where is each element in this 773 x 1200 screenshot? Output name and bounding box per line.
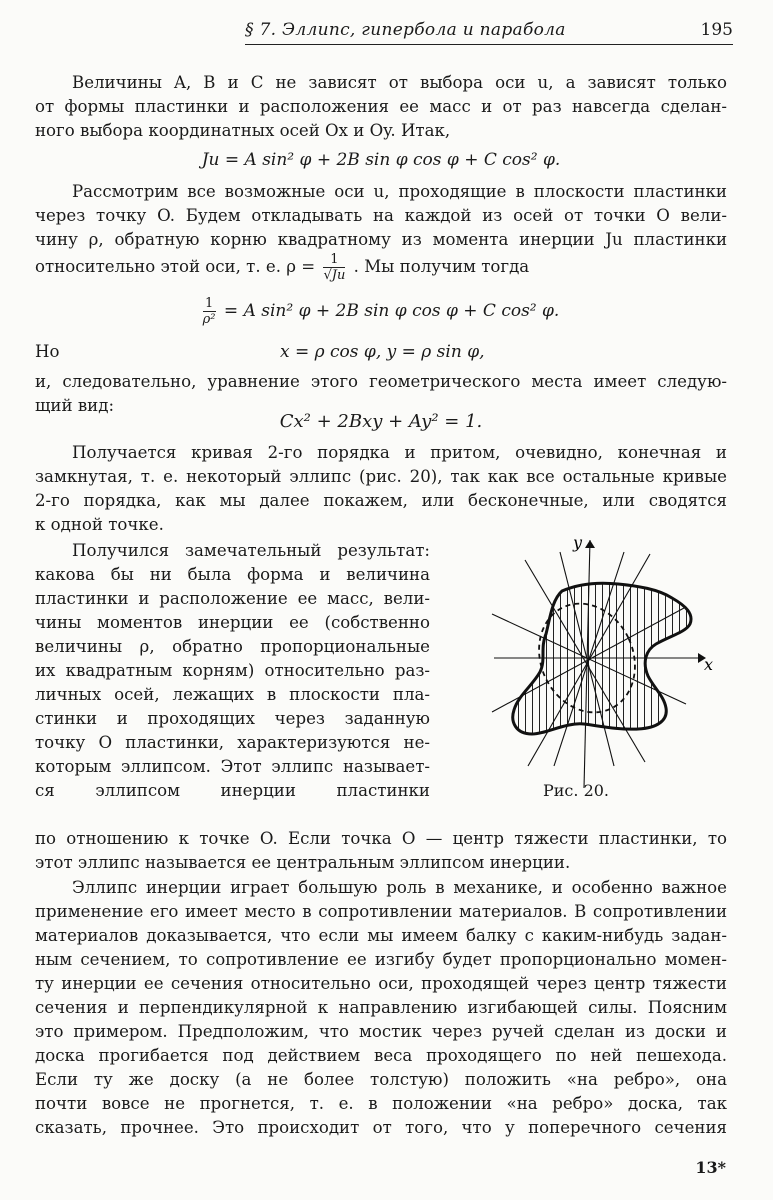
paragraph-6: [35, 876, 727, 1140]
page-number: 195: [700, 20, 733, 40]
text-line: применение его имеет место в сопротивлении материалов. В сопротивлении: [35, 902, 727, 921]
text-line: щий вид:: [35, 396, 115, 415]
text-line: Рассмотрим все возможные оси u, проходящие в плоскости пластинки: [72, 182, 727, 201]
text-line: чину ρ, обратную корню квадратному из момента инерции Ju пластинки: [35, 230, 727, 249]
rho-fraction: [323, 252, 345, 283]
text-line: ного выбора координатных осей Ox и Oy. Итак,: [35, 121, 451, 140]
paragraph-5: [35, 539, 430, 803]
paragraph-4: [35, 441, 727, 537]
equation-3: x = ρ cos φ, y = ρ sin φ,: [280, 342, 485, 362]
text-line: 2-го порядка, как мы далее покажем, или бесконечные, или сводятся: [35, 491, 727, 510]
paragraph-5-continued: [35, 827, 727, 875]
text-line: ту инерции ее сечения относительно оси, проходящей через центр тяжести: [35, 974, 727, 993]
x-axis-label: x: [704, 655, 714, 674]
text-line: их квадратным корням) относительно раз-: [35, 661, 430, 680]
text-line: ным сечением, то сопротивление ее изгибу будет пропорционально момен-: [35, 950, 727, 969]
text-line: доска прогибается под действием веса проходящего по ней пешехода.: [35, 1046, 727, 1065]
fraction-denominator: √Ju: [323, 268, 346, 283]
text-line: от формы пластинки и расположения ее масс и от раз навсегда сделан-: [35, 97, 727, 116]
text-line: Получается кривая 2-го порядка и притом, очевидно, конечная и: [72, 443, 727, 462]
equation-2-fraction: [203, 296, 216, 327]
text-line: через точку O. Будем откладывать на каждой из осей от точки O вели-: [35, 206, 727, 225]
y-arrow-icon: [585, 540, 595, 548]
text-fragment: относительно этой оси, т. е. ρ =: [35, 257, 316, 276]
text-line: величины ρ, обратно пропорциональные: [35, 637, 430, 656]
running-header: [245, 18, 733, 45]
paragraph-2: [35, 180, 727, 252]
y-axis-label: y: [573, 533, 583, 552]
text-line: к одной точке.: [35, 515, 164, 534]
text-line: точку O пластинки, характеризуются не-: [35, 733, 430, 752]
text-line: пластинки и расположение ее масс, вели-: [35, 589, 430, 608]
text-line: которым эллипсом. Этот эллипс называет-: [35, 757, 430, 776]
text-line: замкнутая, т. е. некоторый эллипс (рис. 20), так как все остальные кривые: [35, 467, 727, 486]
text-line: Если ту же доску (а не более толстую) положить «на ребро», она: [35, 1070, 727, 1089]
header-title: § 7. Эллипс, гипербола и парабола: [245, 20, 566, 40]
fraction-numerator: 1: [323, 252, 345, 268]
fraction-denominator: ρ²: [202, 312, 216, 327]
text-line: и, следовательно, уравнение этого геометрического места имеет следую-: [35, 372, 727, 391]
paragraph-2-last-line: [35, 252, 727, 288]
text-line: какова бы ни была форма и величина: [35, 565, 430, 584]
equation-2-rest: = A sin² φ + 2B sin φ cos φ + C cos² φ.: [223, 301, 560, 321]
text-line: этот эллипс называется ее центральным эллипсом инерции.: [35, 853, 571, 872]
text-line: это примером. Предположим, что мостик через ручей сделан из доски и: [35, 1022, 727, 1041]
figure-20: [480, 526, 720, 808]
text-line: Получился замечательный результат:: [72, 541, 430, 560]
figure-caption: Рис. 20.: [543, 781, 610, 800]
text-line: чины моментов инерции ее (собственно: [35, 613, 430, 632]
text-line: материалов доказывается, что если мы имеем балку с каким-нибудь задан-: [35, 926, 727, 945]
text-line: личных осей, лежащих в плоскости пла-: [35, 685, 430, 704]
text-line: стинки и проходящих через заданную: [35, 709, 430, 728]
signature-mark: 13*: [695, 1158, 726, 1177]
text-line: по отношению к точке O. Если точка O — центр тяжести пластинки, то: [35, 829, 727, 848]
text-line: сечения и перпендикулярной к направлению изгибающей силы. Поясним: [35, 998, 727, 1017]
equation-2: [35, 296, 727, 334]
paragraph-1: [35, 71, 727, 143]
text-line: Эллипс инерции играет большую роль в механике, и особенно важное: [72, 878, 727, 897]
text-line: сказать, прочнее. Это происходит от того, что у поперечного сечения: [35, 1118, 727, 1137]
lead-word: Но: [35, 342, 60, 361]
equation-3-line: [35, 340, 727, 364]
text-line: почти вовсе не прогнется, т. е. в положении «на ребро» доска, так: [35, 1094, 727, 1113]
equation-4: Cx² + 2Bxy + Ay² = 1.: [279, 411, 483, 432]
text-line: Величины A, B и C не зависят от выбора оси u, а зависят только: [72, 73, 727, 92]
equation-1: Ju = A sin² φ + 2B sin φ cos φ + C cos² φ.: [201, 150, 561, 170]
text-fragment: . Мы получим тогда: [353, 257, 530, 276]
text-line: ся эллипсом инерции пластинки: [35, 781, 430, 800]
ellipse-of-inertia-diagram: [480, 526, 720, 808]
fraction-numerator: 1: [203, 296, 216, 312]
